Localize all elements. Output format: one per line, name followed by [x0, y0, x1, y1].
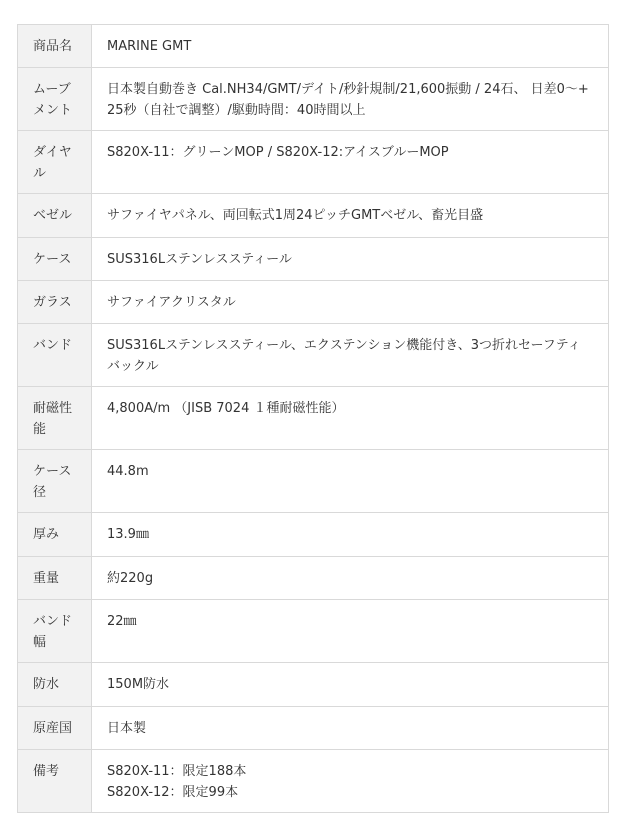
spec-label-country-of-origin: 原産国 [18, 707, 92, 750]
spec-label-product-name: 商品名 [18, 25, 92, 68]
table-row [18, 387, 609, 450]
table-row [18, 557, 609, 600]
spec-label-glass: ガラス [18, 281, 92, 324]
spec-label-dial: ダイヤル [18, 131, 92, 194]
spec-value-remarks [92, 750, 609, 813]
table-row [18, 707, 609, 750]
spec-value-water-resistance: 150M防水 [92, 663, 609, 707]
spec-value-band-width: 22㎜ [92, 600, 609, 663]
spec-value-country-of-origin: 日本製 [92, 707, 609, 750]
spec-label-magnetic-resistance: 耐磁性能 [18, 387, 92, 450]
table-row [18, 194, 609, 238]
table-row [18, 68, 609, 131]
table-row [18, 663, 609, 707]
spec-label-band: バンド [18, 324, 92, 387]
remarks-line: S820X-12：限定99本 [107, 785, 239, 800]
spec-value-product-name: MARINE GMT [92, 25, 609, 68]
spec-value-glass: サファイアクリスタル [92, 281, 609, 324]
table-row [18, 238, 609, 281]
spec-label-remarks: 備考 [18, 750, 92, 813]
table-row [18, 131, 609, 194]
spec-value-movement: 日本製自動巻き Cal.NH34/GMT/デイト/秒針規制/21,600振動 / 24石、 日差0～+25秒（自社で調整）/駆動時間：40時間以上 [92, 68, 609, 131]
spec-label-band-width: バンド幅 [18, 600, 92, 663]
spec-value-weight: 約220g [92, 557, 609, 600]
spec-label-case-diameter: ケース径 [18, 450, 92, 513]
table-row [18, 513, 609, 557]
spec-value-bezel: サファイヤパネル、両回転式1周24ピッチGMTベゼル、畜光目盛 [92, 194, 609, 238]
spec-table [17, 24, 609, 813]
table-row [18, 324, 609, 387]
spec-label-thickness: 厚み [18, 513, 92, 557]
table-row [18, 281, 609, 324]
spec-label-bezel: ベゼル [18, 194, 92, 238]
spec-label-weight: 重量 [18, 557, 92, 600]
spec-value-thickness: 13.9㎜ [92, 513, 609, 557]
spec-value-case: SUS316Lステンレススティール [92, 238, 609, 281]
spec-value-case-diameter: 44.8m [92, 450, 609, 513]
table-row [18, 25, 609, 68]
spec-value-dial: S820X-11：グリーンMOP / S820X-12:アイスブルーMOP [92, 131, 609, 194]
remarks-line: S820X-11：限定188本 [107, 764, 247, 779]
spec-label-case: ケース [18, 238, 92, 281]
table-row [18, 750, 609, 813]
table-row [18, 450, 609, 513]
spec-label-movement: ムーブメント [18, 68, 92, 131]
table-row [18, 600, 609, 663]
spec-value-magnetic-resistance: 4,800A/m （JISB 7024 １種耐磁性能） [92, 387, 609, 450]
spec-label-water-resistance: 防水 [18, 663, 92, 707]
spec-value-band: SUS316Lステンレススティール、エクステンション機能付き、3つ折れセーフティバックル [92, 324, 609, 387]
